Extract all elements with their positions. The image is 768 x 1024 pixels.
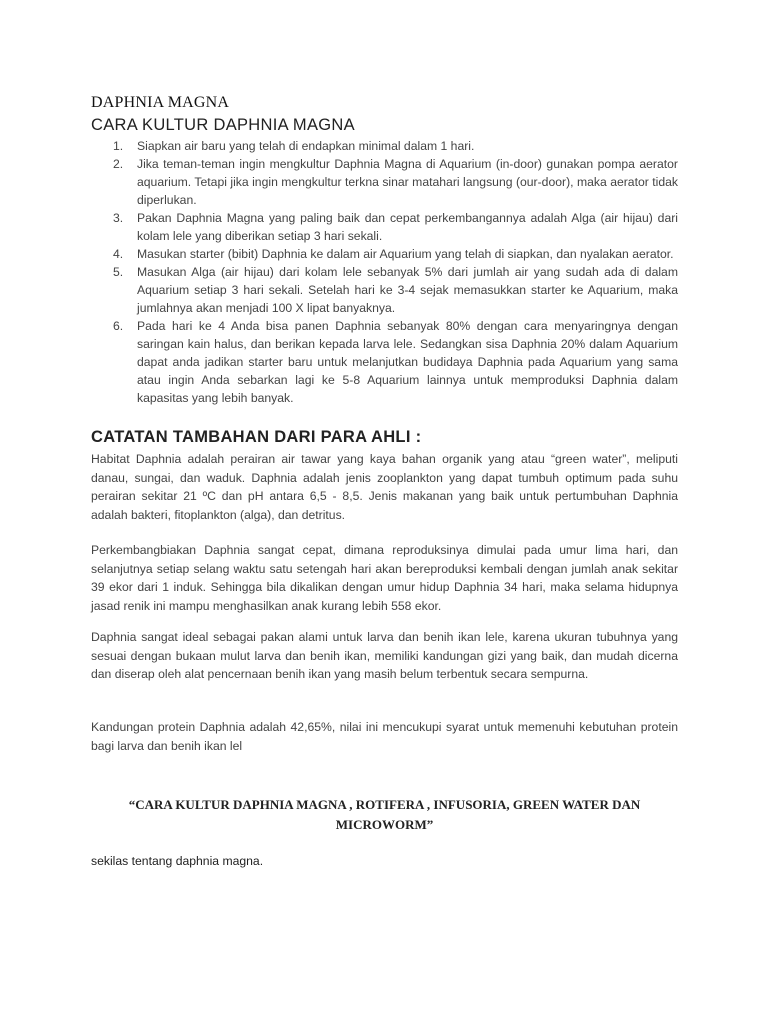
- step-text: Pada hari ke 4 Anda bisa panen Daphnia sebanyak 80% dengan cara menyaringnya dengan saringan kain halus, dan berikan kepada larva lele. Sedangkan sisa Daphnia 20% dalam Aquarium dapat anda jadikan starter baru untuk melanjutkan budidaya Daphnia pada Aquarium yang sama atau ingin Anda sebarkan lagi ke 5-8 Aquarium lainnya untuk memproduksi Daphnia dalam kapasitas yang lebih banyak.: [137, 319, 678, 405]
- step-number: 5.: [113, 265, 124, 279]
- document-title: DAPHNIA MAGNA: [91, 94, 230, 111]
- paragraph-protein: Kandungan protein Daphnia adalah 42,65%, nilai ini mencukupi syarat untuk memenuhi kebutuhan protein bagi larva dan benih ikan lel: [91, 720, 678, 753]
- step-number: 1.: [113, 139, 124, 153]
- step-text: Siapkan air baru yang telah di endapkan minimal dalam 1 hari.: [137, 139, 475, 153]
- list-item: [91, 155, 678, 209]
- paragraph-pakan-alami: Daphnia sangat ideal sebagai pakan alami untuk larva dan benih ikan lele, karena ukuran tubuhnya yang sesuai dengan bukaan mulut larva dan benih ikan, memiliki kandungan gizi yang baik, dan mudah dicerna dan diserap oleh alat pencernaan benih ikan yang masih belum terbentuk secara sempurna.: [91, 630, 678, 681]
- step-text: Masukan Alga (air hijau) dari kolam lele sebanyak 5% dari jumlah air yang sudah ada di dalam Aquarium setiap 3 hari sekali. Setelah hari ke 3-4 sejak memasukkan starter ke Aquarium, maka jumlahnya akan menjadi 100 X lipat banyaknya.: [137, 265, 678, 315]
- paragraph-habitat: Habitat Daphnia adalah perairan air tawar yang kaya bahan organik yang atau “green water”, meliputi danau, sungai, dan waduk. Daphnia adalah jenis zooplankton yang dapat tumbuh optimum pada suhu perairan sekitar 21 ºC dan pH antara 6,5 - 8,5. Jenis makanan yang baik untuk pertumbuhan Daphnia adalah bakteri, fitoplankton (alga), dan detritus.: [91, 452, 678, 522]
- list-item: [91, 245, 678, 263]
- section-heading-cara-kultur: CARA KULTUR DAPHNIA MAGNA: [91, 116, 355, 134]
- list-item: [91, 137, 678, 155]
- steps-list: [91, 137, 678, 407]
- step-number: 2.: [113, 157, 124, 171]
- closing-line: sekilas tentang daphnia magna.: [91, 854, 264, 868]
- step-text: Jika teman-teman ingin mengkultur Daphnia Magna di Aquarium (in-door) gunakan pompa aerator aquarium. Tetapi jika ingin mengkultur terkna sinar matahari langsung (our-door), maka aerator tidak diperlukan.: [137, 157, 678, 207]
- quote-heading: “CARA KULTUR DAPHNIA MAGNA , ROTIFERA , INFUSORIA, GREEN WATER DAN MICROWORM”: [128, 797, 641, 832]
- step-text: Masukan starter (bibit) Daphnia ke dalam air Aquarium yang telah di siapkan, dan nyalakan aerator.: [137, 247, 674, 261]
- step-number: 4.: [113, 247, 124, 261]
- step-text: Pakan Daphnia Magna yang paling baik dan cepat perkembangannya adalah Alga (air hijau) dari kolam lele yang diberikan setiap 3 hari sekali.: [137, 211, 678, 243]
- step-number: 6.: [113, 319, 124, 333]
- section-heading-catatan: CATATAN TAMBAHAN DARI PARA AHLI :: [91, 428, 422, 446]
- step-number: 3.: [113, 211, 124, 225]
- paragraph-perkembangbiakan: Perkembangbiakan Daphnia sangat cepat, dimana reproduksinya dimulai pada umur lima hari, dan selanjutnya setiap selang waktu satu setengah hari akan bereproduksi kembali dengan jumlah anak sekitar 39 ekor dari 1 induk. Sehingga bila dikalikan dengan umur hidup Daphnia 34 hari, maka selama hidupnya jasad renik ini mampu menghasilkan anak kurang lebih 558 ekor.: [91, 543, 678, 613]
- list-item: [91, 317, 678, 407]
- list-item: [91, 209, 678, 245]
- list-item: [91, 263, 678, 317]
